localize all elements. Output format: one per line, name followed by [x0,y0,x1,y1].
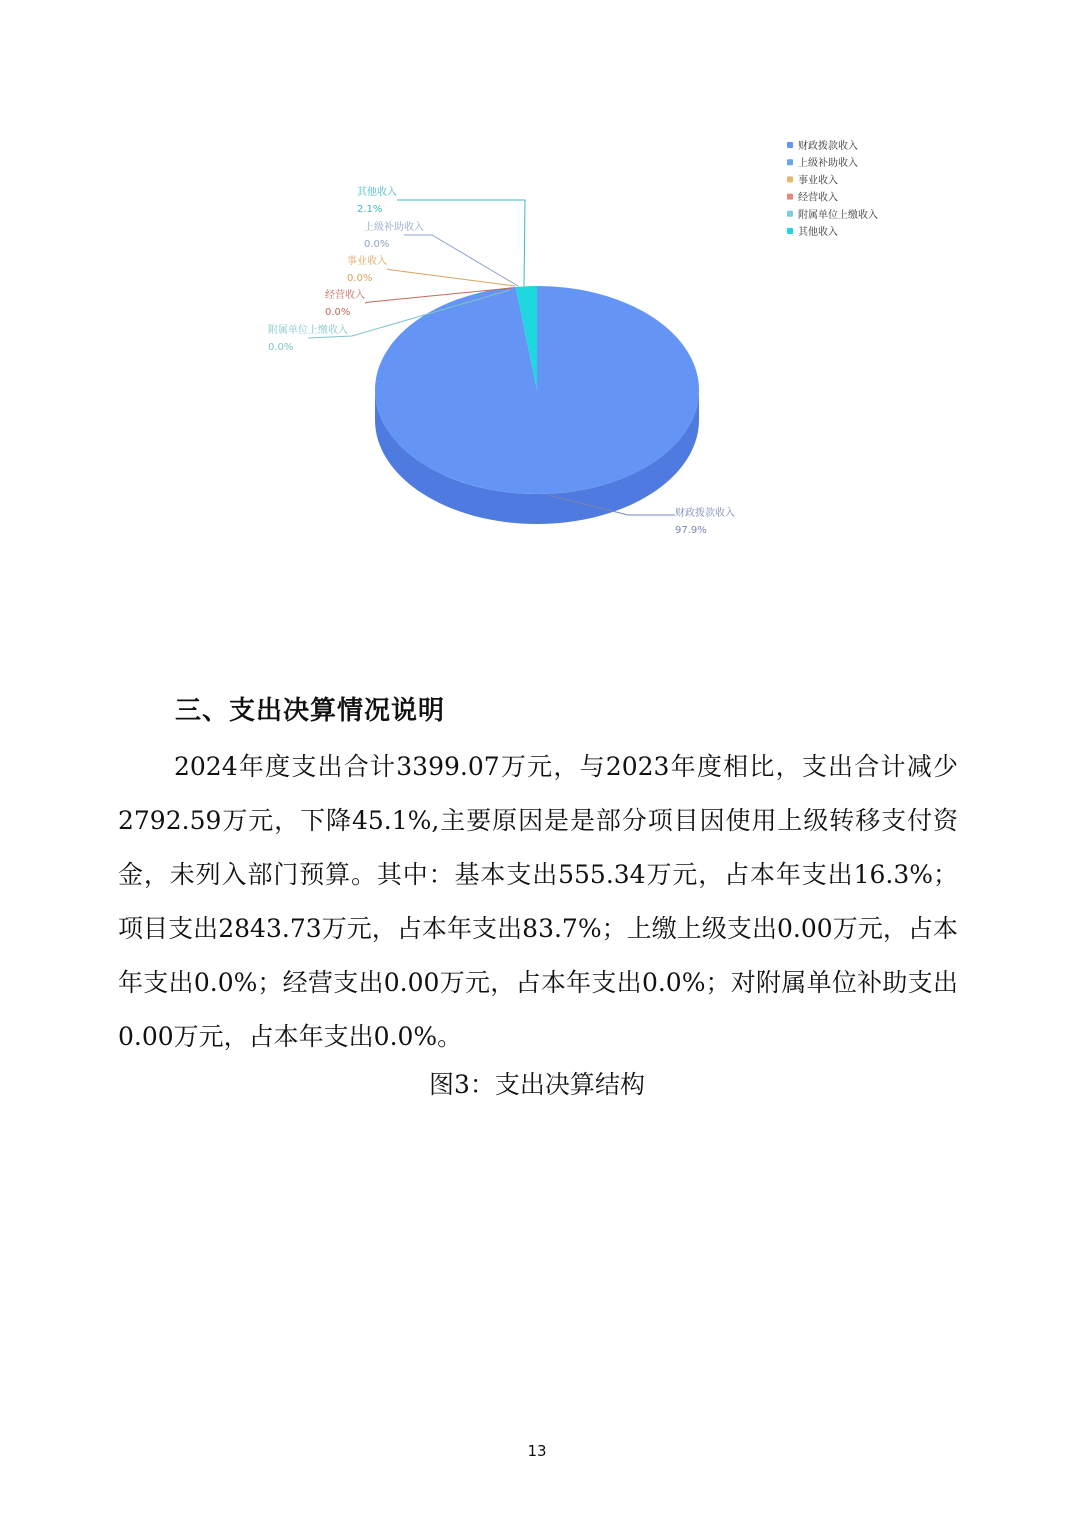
leader-line-1 [404,235,518,286]
legend-item-1: 上级补助收入 [798,158,858,170]
legend-swatch-1 [787,159,793,165]
legend-swatch-3 [787,194,793,200]
legend-item-3: 经营收入 [798,192,838,204]
slice-value-1: 0.0% [364,239,390,250]
slice-label-4: 附属单位上缴收入 [268,325,348,336]
page-number: 13 [527,1442,547,1460]
slice-value-4: 0.0% [268,342,294,353]
legend-item-4: 附属单位上缴收入 [798,209,878,221]
slice-label-3: 经营收入 [325,290,365,301]
legend-swatch-0 [787,142,793,148]
section-heading: 三、支出决算情况说明 [175,696,446,726]
pie-chart [0,0,1074,620]
legend-swatch-5 [787,228,793,234]
slice-label-5: 其他收入 [357,187,397,198]
slice-label-1: 上级补助收入 [364,222,424,233]
slice-value-3: 0.0% [325,307,351,318]
section-paragraph: 2024年度支出合计3399.07万元，与2023年度相比，支出合计减少2792.59万元，下降45.1%,主要原因是是部分项目因使用上级转移支付资金，未列入部门预算。其中：基本支出555.34万元，占本年支出16.3%；项目支出2843.73万元，占本年支出83.7%；上缴上级支出0.00万元，占本年支出0.0%；经营支出0.00万元，占本年支出0.0%；对附属单位补助支出0.00万元，占本年支出0.0%。 [118,752,958,1051]
leader-line-2 [387,269,515,286]
legend-item-0: 财政拨款收入 [798,141,858,152]
legend-item-5: 其他收入 [798,227,838,238]
legend-swatch-4 [787,211,793,217]
pie-layer [375,286,699,524]
slice-label-0: 财政拨款收入 [675,508,735,519]
slice-value-0: 97.9% [675,525,707,536]
slice-value-2: 0.0% [347,273,373,284]
legend [787,139,878,238]
slice-value-5: 2.1% [357,204,383,215]
legend-item-2: 事业收入 [798,175,838,187]
figure-caption: 图3：支出决算结构 [429,1070,645,1099]
legend-swatch-2 [787,176,793,182]
slice-label-2: 事业收入 [347,256,387,267]
